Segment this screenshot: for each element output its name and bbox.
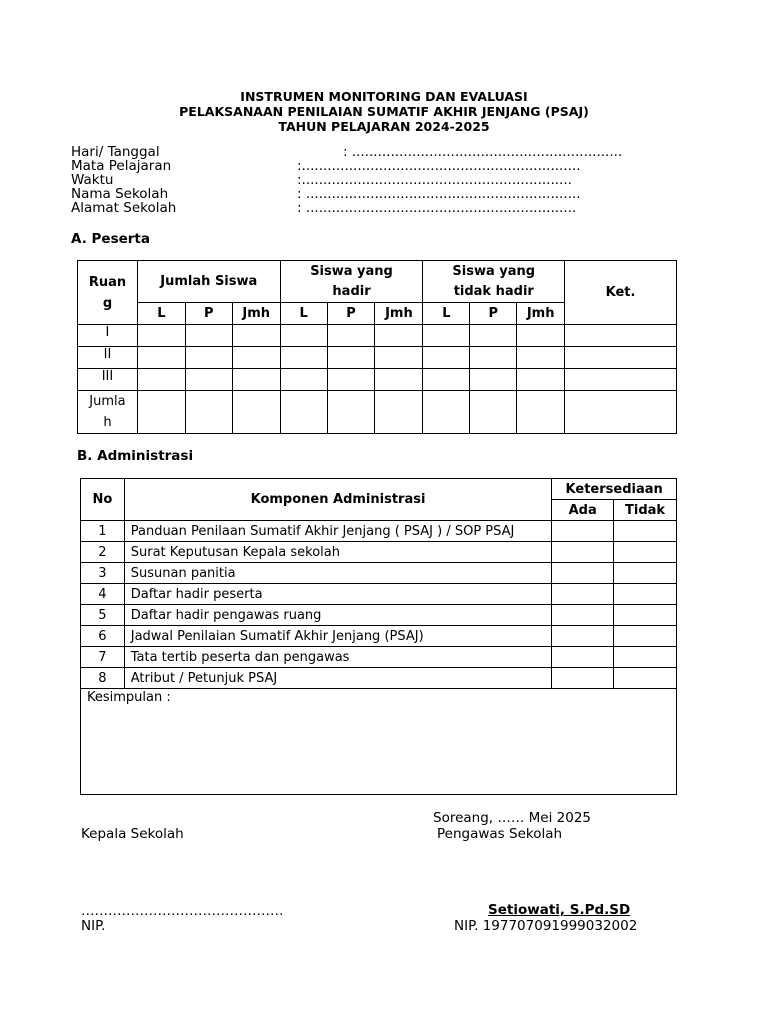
checkbox-ada[interactable]: [552, 647, 614, 668]
header-tidak: Tidak: [614, 500, 677, 521]
header-siswa-hadir: Siswa yang hadir: [280, 261, 423, 303]
sub-jumlah-jmh: Jmh: [232, 303, 280, 325]
sub-hadir-l: L: [280, 303, 327, 325]
row-komponen: Surat Keputusan Kepala sekolah: [124, 542, 552, 563]
checkbox-tidak[interactable]: [614, 626, 677, 647]
header-ket: Ket.: [565, 261, 677, 325]
label-nama-sekolah: Nama Sekolah: [71, 186, 169, 202]
row-komponen: Tata tertib peserta dan pengawas: [124, 647, 552, 668]
table-row: [81, 668, 677, 689]
right-signature-name: Setiowati, S.Pd.SD: [488, 902, 631, 918]
section-a-title: A. Peserta: [71, 231, 150, 247]
sub-tidak-l: L: [423, 303, 470, 325]
checkbox-ada[interactable]: [552, 626, 614, 647]
value-hari-tanggal: : ...............................................................: [343, 144, 623, 160]
table-row: [81, 647, 677, 668]
checkbox-tidak[interactable]: [614, 605, 677, 626]
checkbox-tidak[interactable]: [614, 647, 677, 668]
header-siswa-tidak-hadir: Siswa yang tidak hadir: [423, 261, 565, 303]
row-no: 2: [81, 542, 125, 563]
row-komponen: Daftar hadir peserta: [124, 584, 552, 605]
header-ruang: Ruan g: [78, 261, 138, 325]
row-no: 4: [81, 584, 125, 605]
peserta-table: [77, 260, 677, 434]
row-no: 6: [81, 626, 125, 647]
table-row: [81, 605, 677, 626]
value-alamat-sekolah: : ...............................................................: [297, 200, 577, 216]
header-ketersediaan: Ketersediaan: [552, 479, 677, 500]
label-alamat-sekolah: Alamat Sekolah: [71, 200, 177, 216]
row-komponen: Susunan panitia: [124, 563, 552, 584]
ruang-cell: II: [78, 347, 138, 369]
sub-hadir-p: P: [327, 303, 375, 325]
total-label: Jumla h: [78, 391, 138, 434]
doc-title-line3: TAHUN PELAJARAN 2024-2025: [278, 119, 490, 134]
left-role: Kepala Sekolah: [81, 826, 184, 842]
label-waktu: Waktu: [71, 172, 114, 188]
checkbox-ada[interactable]: [552, 563, 614, 584]
checkbox-ada[interactable]: [552, 668, 614, 689]
header-ada: Ada: [552, 500, 614, 521]
row-no: 7: [81, 647, 125, 668]
row-no: 3: [81, 563, 125, 584]
sub-tidak-jmh: Jmh: [517, 303, 565, 325]
ruang-cell: I: [78, 325, 138, 347]
row-no: 8: [81, 668, 125, 689]
table-row: [78, 347, 677, 369]
row-komponen: Jadwal Penilaian Sumatif Akhir Jenjang (PSAJ): [124, 626, 552, 647]
label-hari-tanggal: Hari/ Tanggal: [71, 144, 160, 160]
left-nip: NIP.: [81, 918, 106, 934]
doc-title-line2: PELAKSANAAN PENILAIAN SUMATIF AKHIR JENJANG (PSAJ): [179, 104, 589, 119]
right-nip: NIP. 197707091999032002: [454, 918, 638, 934]
place-date: Soreang, …… Mei 2025: [433, 810, 592, 826]
label-mata-pelajaran: Mata Pelajaran: [71, 158, 172, 174]
checkbox-ada[interactable]: [552, 542, 614, 563]
table-row: [81, 584, 677, 605]
header-komponen: Komponen Administrasi: [124, 479, 552, 521]
sub-jumlah-p: P: [185, 303, 232, 325]
row-no: 5: [81, 605, 125, 626]
sub-hadir-jmh: Jmh: [375, 303, 423, 325]
checkbox-tidak[interactable]: [614, 668, 677, 689]
row-komponen: Panduan Penilaan Sumatif Akhir Jenjang ( PSAJ ) / SOP PSAJ: [124, 521, 552, 542]
section-b-title: B. Administrasi: [77, 448, 194, 464]
kesimpulan-box[interactable]: [81, 689, 677, 795]
kesimpulan-label: Kesimpulan :: [87, 690, 171, 705]
table-row: [81, 563, 677, 584]
ruang-cell: III: [78, 369, 138, 391]
row-komponen: Atribut / Petunjuk PSAJ: [124, 668, 552, 689]
checkbox-tidak[interactable]: [614, 584, 677, 605]
table-row: [78, 325, 677, 347]
checkbox-tidak[interactable]: [614, 563, 677, 584]
checkbox-ada[interactable]: [552, 584, 614, 605]
table-row: [81, 626, 677, 647]
header-no: No: [81, 479, 125, 521]
value-waktu: :...............................................................: [297, 172, 572, 188]
administrasi-table: [80, 478, 677, 795]
doc-title-line1: INSTRUMEN MONITORING DAN EVALUASI: [240, 89, 528, 104]
value-mata-pelajaran: :.................................................................: [297, 158, 581, 174]
table-row: [81, 542, 677, 563]
header-jumlah-siswa: Jumlah Siswa: [137, 261, 280, 303]
left-signature-line: ………………………………………: [81, 903, 284, 919]
row-no: 1: [81, 521, 125, 542]
table-row: [81, 521, 677, 542]
row-komponen: Daftar hadir pengawas ruang: [124, 605, 552, 626]
value-nama-sekolah: : ................................................................: [297, 186, 581, 202]
sub-tidak-p: P: [470, 303, 517, 325]
checkbox-tidak[interactable]: [614, 542, 677, 563]
table-row: [78, 369, 677, 391]
checkbox-ada[interactable]: [552, 605, 614, 626]
checkbox-tidak[interactable]: [614, 521, 677, 542]
right-role: Pengawas Sekolah: [437, 826, 563, 842]
checkbox-ada[interactable]: [552, 521, 614, 542]
sub-jumlah-l: L: [137, 303, 185, 325]
table-row-total: [78, 391, 677, 434]
